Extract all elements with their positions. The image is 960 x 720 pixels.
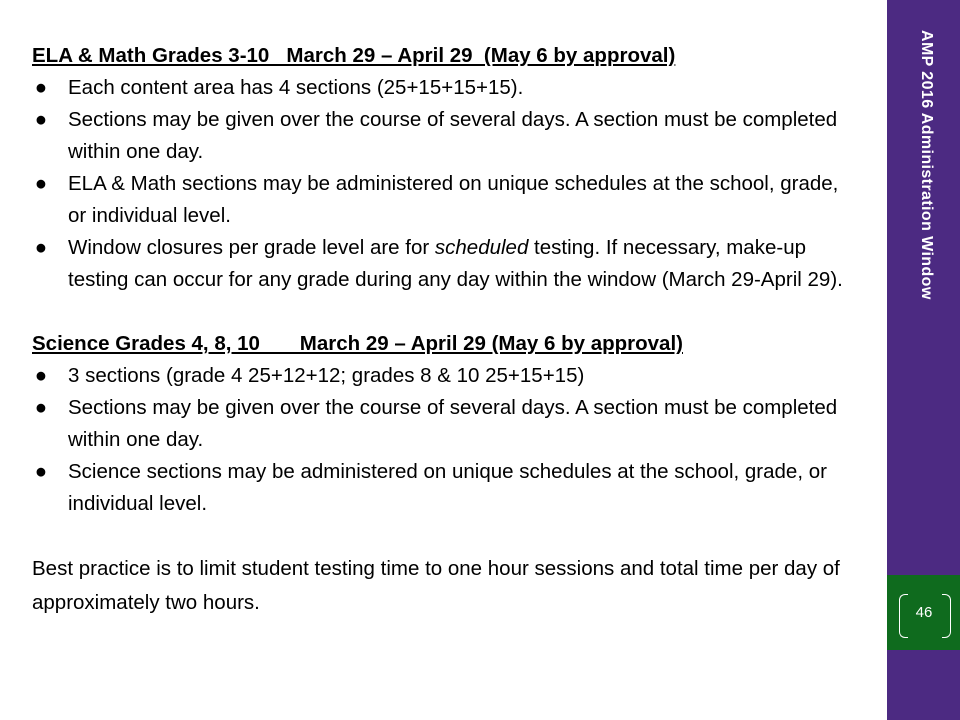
window-closure-text bbox=[68, 236, 843, 291]
list-item bbox=[32, 232, 852, 296]
right-bracket-icon bbox=[942, 594, 951, 638]
bullet-icon: ● bbox=[34, 236, 48, 259]
bullet-text: ELA & Math sections may be administered on unique schedules at the school, grade, or individual level. bbox=[68, 172, 839, 227]
list-item bbox=[32, 168, 852, 232]
bullet-icon: ● bbox=[34, 172, 48, 195]
sidebar-title: AMP 2016 Administration Window bbox=[918, 30, 935, 300]
slide-content bbox=[32, 40, 852, 641]
list-item bbox=[32, 360, 852, 392]
ela-math-heading: ELA & Math Grades 3-10 March 29 – April 29 (May 6 by approval) bbox=[32, 44, 676, 67]
page-number: 46 bbox=[915, 604, 933, 621]
best-practice-note: Best practice is to limit student testing time to one hour sessions and total time per day of approximately two hours. bbox=[32, 557, 840, 614]
bullet-text: 3 sections (grade 4 25+12+12; grades 8 & 10 25+15+15) bbox=[68, 364, 585, 387]
window-closure-text-start: Window closures per grade level are for bbox=[68, 236, 435, 259]
list-item bbox=[32, 72, 852, 104]
bullet-text: Sections may be given over the course of several days. A section must be completed within one day. bbox=[68, 396, 838, 451]
list-item bbox=[32, 392, 852, 456]
science-bullet-list bbox=[32, 360, 852, 520]
bullet-text: Science sections may be administered on unique schedules at the school, grade, or individual level. bbox=[68, 460, 827, 515]
section-spacer bbox=[32, 296, 852, 328]
list-item bbox=[32, 104, 852, 168]
scheduled-emphasis: scheduled bbox=[434, 236, 529, 259]
list-item bbox=[32, 456, 852, 520]
bullet-icon: ● bbox=[34, 460, 48, 483]
bullet-icon: ● bbox=[34, 364, 48, 387]
science-heading: Science Grades 4, 8, 10 March 29 – April 29 (May 6 by approval) bbox=[32, 332, 683, 355]
bullet-icon: ● bbox=[34, 108, 48, 131]
bullet-text: Sections may be given over the course of several days. A section must be completed within one day. bbox=[68, 108, 838, 163]
bullet-text: Each content area has 4 sections (25+15+15+15). bbox=[68, 76, 524, 99]
bullet-icon: ● bbox=[34, 76, 48, 99]
ela-math-bullet-list bbox=[32, 72, 852, 296]
bullet-icon: ● bbox=[34, 396, 48, 419]
window-closure-text-end: testing. If necessary, make-up testing can occur for any grade during any day within the window (March 29-April 29). bbox=[68, 236, 843, 291]
